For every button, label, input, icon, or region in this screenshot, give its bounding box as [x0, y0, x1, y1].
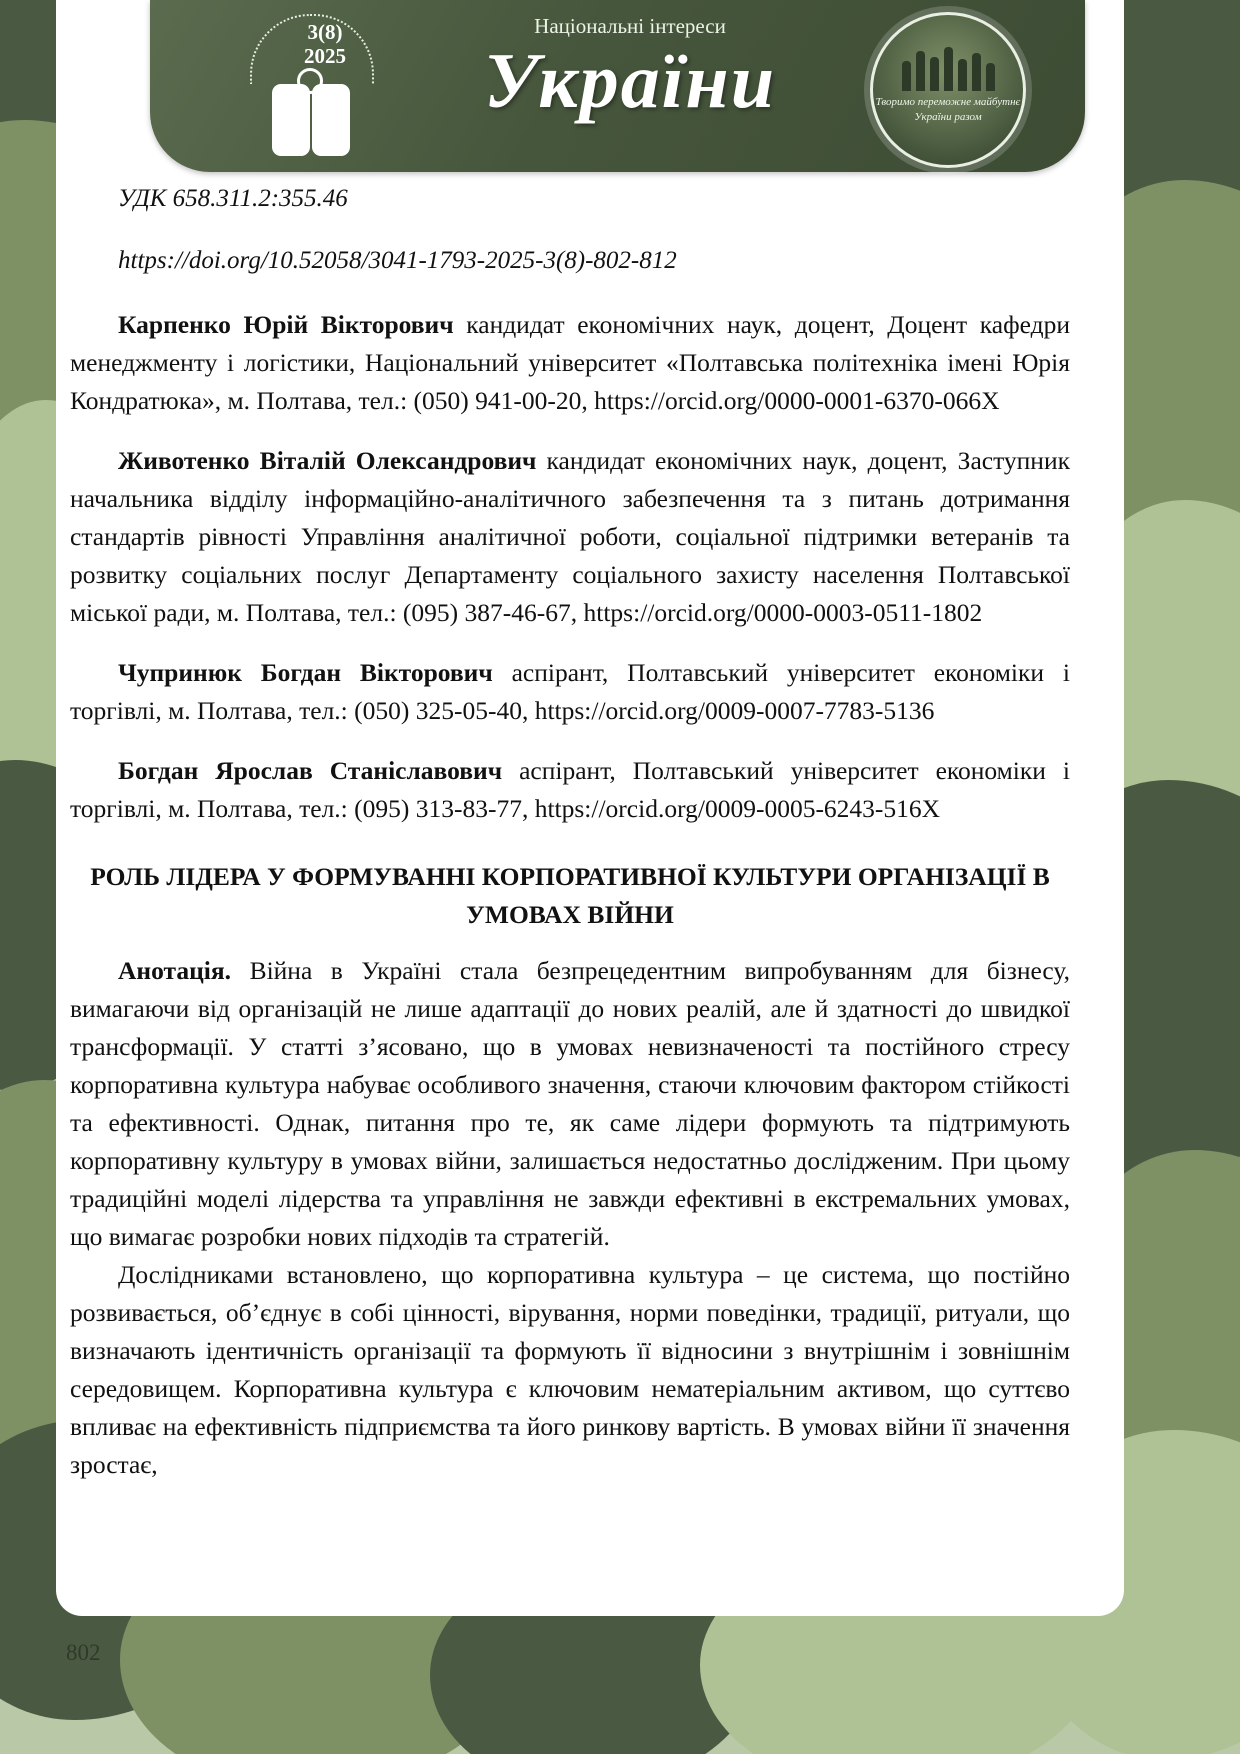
author-details: аспірант, Полтавський університет економіки і торгівлі, м. Полтава, тел.: (050) 325-05-40, https://orcid.org/0009-0007-7783-5136	[70, 658, 1070, 725]
issue-number: 3(8)	[307, 20, 343, 44]
author-name: Карпенко Юрій Вікторович	[118, 310, 454, 339]
article-title: РОЛЬ ЛІДЕРА У ФОРМУВАННІ КОРПОРАТИВНОЇ КУЛЬТУРИ ОРГАНІЗАЦІЇ В УМОВАХ ВІЙНИ	[90, 862, 1050, 929]
author-entry	[70, 752, 1070, 828]
author-name: Богдан Ярослав Станіславович	[118, 756, 503, 785]
page-number: 802	[66, 1640, 101, 1665]
journal-subtitle: Національні інтереси	[534, 14, 726, 38]
abstract-text: Війна в Україні стала безпрецедентним випробуванням для бізнесу, вимагаючи від організацій не лише адаптації до нових реалій, але й здатності до швидкої трансформації. У статті з’ясовано, що в умовах невизначеності та постійного стресу корпоративна культура набуває особливого значення, стаючи ключовим фактором стійкості та ефективності. Однак, питання про те, як саме лідери формують та підтримують корпоративну культуру в умовах війни, залишається недостатньо дослідженим. При цьому традиційні моделі лідерства та управління не завжди ефективні в екстремальних умовах, що вимагає розробки нових підходів та стратегій.	[70, 956, 1070, 1251]
doi-line: https://doi.org/10.52058/3041-1793-2025-3(8)-802-812	[118, 247, 677, 274]
article-content	[70, 180, 1070, 1484]
abstract-paragraph-1	[70, 952, 1070, 1256]
author-details: кандидат економічних наук, доцент, Доцент кафедри менеджменту і логістики, Національний університет «Полтавська політехніка імені Юрія Кондратюка», м. Полтава, тел.: (050) 941-00-20, https://orcid.org/0000-0001-6370-066X	[70, 310, 1070, 415]
emblem-icon	[870, 12, 1026, 168]
journal-header	[150, 0, 1085, 172]
author-entry	[70, 306, 1070, 420]
emblem-motto: Творимо переможне майбутнє України разом	[875, 96, 1021, 123]
dog-tag-plate	[272, 84, 310, 156]
issue-year: 2025	[304, 44, 346, 68]
dog-tag-icon	[240, 6, 410, 172]
journal-title: України	[483, 37, 777, 124]
abstract-label: Анотація.	[118, 956, 232, 985]
udk-line: УДК 658.311.2:355.46	[118, 185, 348, 212]
article-page	[60, 172, 1120, 1602]
abstract-paragraph-2: Дослідниками встановлено, що корпоративна культура – це система, що постійно розвивається, об’єднує в собі цінності, вірування, норми поведінки, традиції, ритуали, що визначають ідентичність організації та формують її відносини з внутрішнім і зовнішнім середовищем. Корпоративна культура є ключовим нематеріальним активом, що суттєво впливає на ефективність підприємства та його ринкову вартість. В умовах війни її значення зростає,	[70, 1260, 1070, 1479]
author-name: Животенко Віталій Олександрович	[118, 446, 537, 475]
author-details: аспірант, Полтавський університет економіки і торгівлі, м. Полтава, тел.: (095) 313-83-77, https://orcid.org/0009-0005-6243-516X	[70, 756, 1070, 823]
issue-label	[240, 20, 410, 68]
dog-tag-plate	[312, 84, 350, 156]
author-name: Чупринюк Богдан Вікторович	[118, 658, 493, 687]
author-details: кандидат економічних наук, доцент, Заступник начальника відділу інформаційно-аналітичного забезпечення та з питань дотримання стандартів рівності Управління аналітичної роботи, соціальної підтримки ветеранів та розвитку соціальних послуг Департаменту соціального захисту населення Полтавської міської ради, м. Полтава, тел.: (095) 387-46-67, https://orcid.org/0000-0003-0511-1802	[70, 446, 1070, 627]
soldier-silhouettes-icon	[893, 39, 1003, 91]
author-entry	[70, 654, 1070, 730]
author-entry	[70, 442, 1070, 632]
